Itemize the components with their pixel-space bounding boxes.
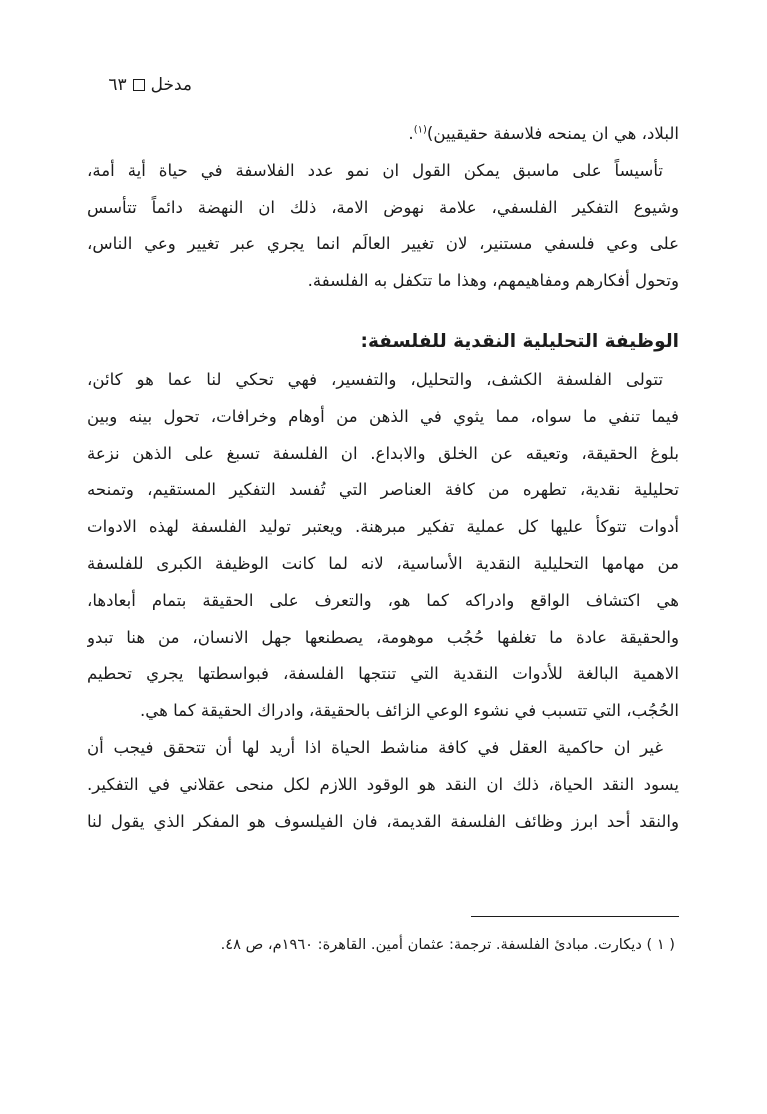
header-section-label: مدخل [150, 75, 192, 95]
paragraph-1-tail: . [408, 124, 414, 143]
paragraph-3-line: تحليلية نقدية، تطهره من كافة العناصر التي تُفسد التفكير المستقيم، وتمنحه [87, 480, 679, 500]
paragraph-3-line: الاهمية البالغة للأدوات النقدية التي تنتجها الفلسفة، فبواسطتها يجري تحطيم [87, 664, 679, 684]
paragraph-3-line: فيما تنفي ما سواه، مما يثوي في الذهن من أوهام وخرافات، تحول بينه وبين [87, 406, 679, 426]
paragraph-3-line: والحقيقة عادة ما تغلفها حُجُب موهومة، يصطنعها جهل الانسان، من هنا تبدو [87, 627, 679, 647]
section-spacer [87, 300, 679, 322]
paragraph-2-line: على وعي فلسفي مستنير، لان تغيير العالَم انما يجري عبر تغيير وعي الناس، [87, 234, 679, 254]
paragraph-1-text: البلاد، هي ان يمنحه فلاسفة حقيقيين) [426, 124, 679, 143]
paragraph-2-line: تأسيساً على ماسبق يمكن القول ان نمو عدد الفلاسفة في حياة أية أمة، [87, 160, 663, 180]
paragraph-4-line: غير ان حاكمية العقل في كافة مناشط الحياة اذا أريد لها أن تتحقق فيجب أن [87, 737, 663, 757]
main-text [87, 116, 679, 840]
header-page-number: ٦٣ [108, 75, 127, 95]
paragraph-1-line [87, 116, 679, 153]
section-heading: الوظيفة التحليلية النقدية للفلسفة: [360, 330, 679, 352]
paragraph-2-line: وشيوع التفكير الفلسفي، علامة نهوض الامة، ذلك ان النهضة دائماً تتأسس [87, 197, 679, 217]
paragraph-3-line: الحُجُب، التي تتسبب في نشوء الوعي الزائف بالحقيقة، وادراك الحقيقة كما هي. [139, 701, 679, 721]
paragraph-4-line: والنقد أحد ابرز وظائف الفلسفة القديمة، فان الفيلسوف هو المفكر الذي يقول لنا [87, 811, 679, 831]
footnote-separator [471, 916, 679, 917]
paragraph-2-line: وتحول أفكارهم ومفاهيمهم، وهذا ما تتكفل به الفلسفة. [307, 271, 679, 291]
footnote: ( ١ ) ديكارت. مبادئ الفلسفة. ترجمة: عثمان أمين. القاهرة: ١٩٦٠م، ص ٤٨. [220, 936, 675, 953]
paragraph-3-line: من مهامها التحليلية النقدية الأساسية، لانه لما كانت الوظيفة الكبرى للفلسفة [87, 553, 679, 573]
paragraph-3-line: هي اكتشاف الواقع وادراكه كما هو، والتعرف على الحقيقة بتمام أبعادها، [87, 590, 679, 610]
footnote-reference: (١) [413, 124, 427, 136]
square-icon [133, 79, 145, 91]
running-header [72, 74, 192, 96]
paragraph-3-line: أدوات تتوكأ عليها كل عملية تفكير مبرهنة. ويعتبر توليد الفلسفة لهذه الادوات [87, 517, 679, 537]
paragraph-3-line: بلوغ الحقيقة، وتعيقه عن الخلق والابداع. ان الفلسفة تسبغ على الذهن نزعة [87, 443, 679, 463]
paragraph-3-line: تتولى الفلسفة الكشف، والتحليل، والتفسير، فهي تحكي لنا عما هو كائن، [87, 369, 663, 389]
paragraph-4-line: يسود النقد الحياة، ذلك ان النقد هو الوقود اللازم لكل منحى عقلاني في التفكير. [87, 774, 679, 794]
